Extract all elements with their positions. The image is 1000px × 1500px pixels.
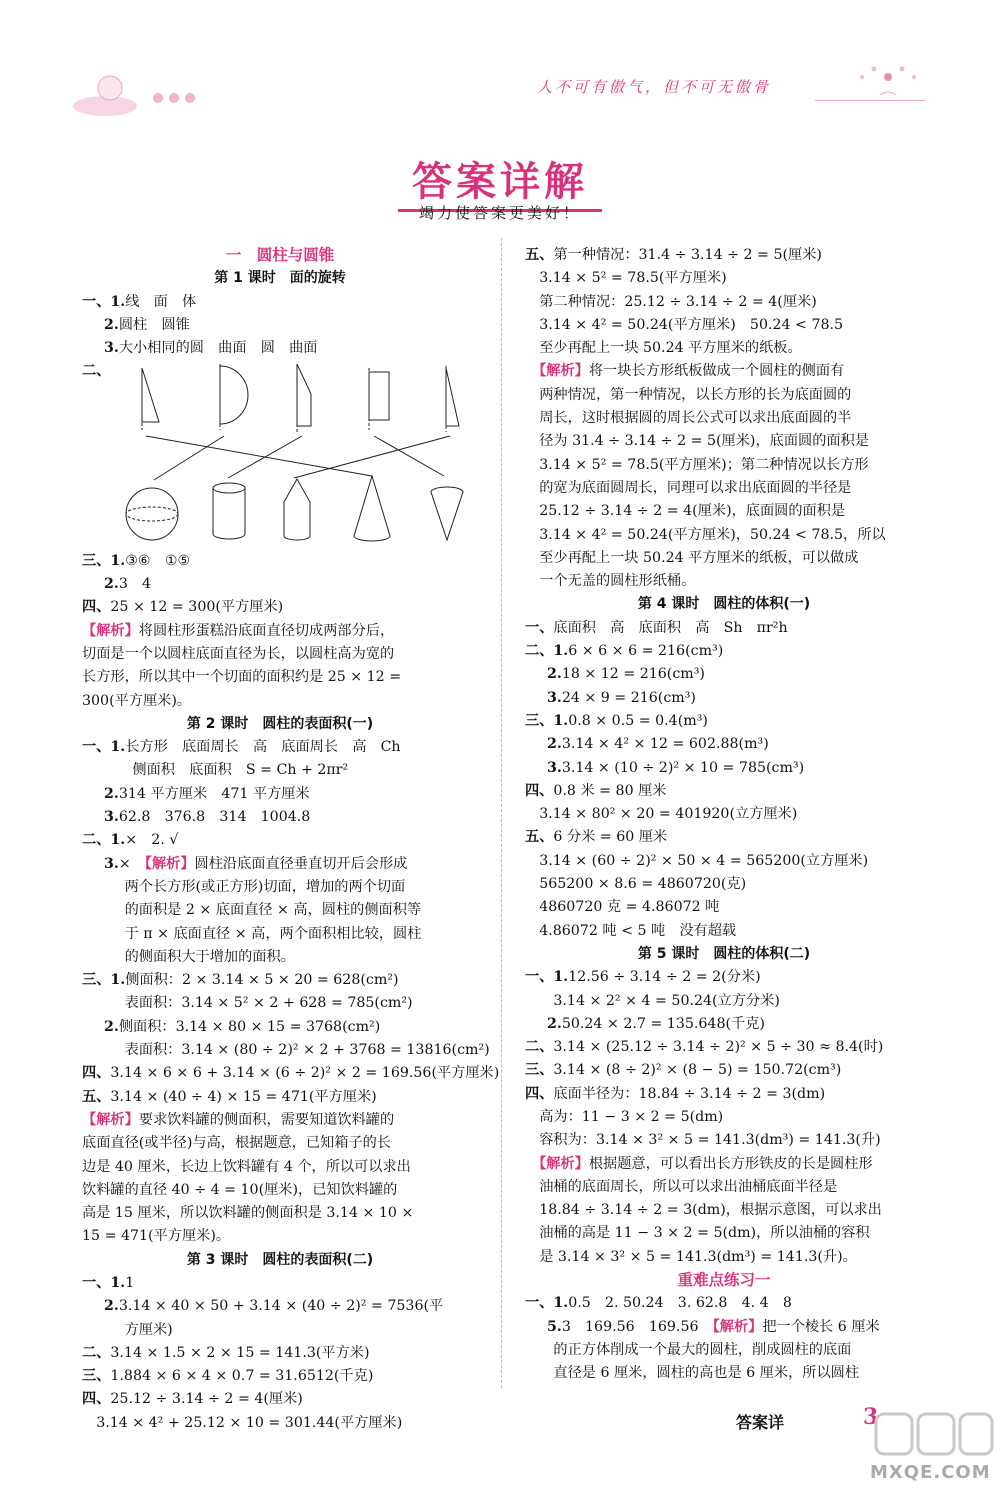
answer-line [82,736,478,759]
answer-line [525,1036,923,1059]
answer-line [82,1225,478,1248]
question-label: 一、 [82,739,111,756]
page-header [0,0,1000,120]
answer-line [525,780,923,803]
answer-line [525,1222,923,1245]
rotating-rectangle-shape [369,372,389,420]
answer-text: 大小相同的圆 曲面 圆 曲面 [118,340,318,357]
answer-line [82,666,478,689]
answer-line [82,1039,490,1062]
answer-text: 1.884 × 6 × 4 × 0.7 = 31.6512(千克) [110,1368,374,1385]
answer-line [525,757,923,780]
answer-line [525,1106,923,1129]
question-number: 5. [547,1318,562,1335]
matching-line [146,436,372,476]
answer-line [525,244,923,267]
answer-text: 3.14 × (25.12 ÷ 3.14 ÷ 2)² × 5 ÷ 30 ≈ 8.4(时) [553,1039,884,1056]
answer-line [525,1292,923,1315]
answer-text: 圆柱 圆锥 [118,316,190,333]
question-number: 2. [104,576,119,593]
figure-area [104,364,478,550]
question-label: 五、 [82,1088,111,1105]
rotating-triangle-shape [142,368,159,422]
answer-text: 1 [125,1274,135,1291]
answer-text: 是 3.14 × 3² × 5 = 141.3(dm³) = 141.3(升)。 [525,1248,857,1265]
matching-line [154,436,224,480]
answer-line [525,1176,923,1199]
answer-line [525,1153,923,1176]
answer-text: 3.14 × 80² × 20 = 401920(立方厘米) [525,806,798,823]
lesson-heading: 第 4 课时 圆柱的体积(一) [637,596,811,613]
question-label: 二、 [82,363,111,380]
answer-text: 25.12 ÷ 3.14 ÷ 2 = 4(厘米) [110,1391,303,1408]
answer-line [82,643,478,666]
answer-text: 3.14 × (8 ÷ 2)² × (8 − 5) = 150.72(cm³) [553,1062,842,1079]
column-divider [501,238,502,1388]
answer-text: 24 × 9 = 216(cm³) [561,689,696,706]
answer-text: 高是 15 厘米，所以饮料罐的侧面积是 3.14 × 10 × [82,1205,414,1222]
analysis-tag: 【解析】 [525,363,589,380]
answer-line [82,314,478,337]
question-label: 二、 [82,1344,111,1361]
answer-line [525,1059,923,1082]
answer-text: 径为 31.4 ÷ 3.14 ÷ 2 = 5(厘米)，底面圆的面积是 [525,433,869,450]
answer-line [525,1362,923,1385]
answer-line [525,1083,923,1106]
question-number: 2. [547,736,562,753]
answer-text: 的正方体削成一个最大的圆柱，削成圆柱的底面 [525,1341,852,1358]
question-label: 三、 [82,552,111,569]
section-heading: 重难点练习一 [677,1271,771,1290]
answer-line [82,1202,478,1225]
answer-text: 3.14 × 4² + 25.12 × 10 = 301.44(平方厘米) [82,1414,403,1431]
answer-line [525,640,923,663]
answer-text: 3.14 × 4² = 50.24(平方厘米) 50.24 < 78.5 [525,316,844,333]
answer-text: 一个无盖的圆柱形纸桶。 [525,573,696,590]
answer-text: 第一种情况：31.4 ÷ 3.14 ÷ 2 = 5(厘米) [553,247,822,263]
answer-text: 3.14 × 1.5 × 2 × 15 = 141.3(平方米) [110,1344,370,1361]
answer-line [82,1016,478,1039]
lesson-heading: 第 3 课时 圆柱的表面积(二) [186,1251,374,1268]
question-label: 三、 [82,972,111,989]
question-label: 一、 [525,1295,554,1312]
answer-line [525,1013,923,1036]
answer-line [82,969,478,992]
answer-line [525,547,923,570]
answer-column-left [82,244,500,1435]
answer-line [525,873,923,896]
answer-line [525,990,923,1013]
answer-text: 3.14 × 4² = 50.24(平方厘米)，50.24 < 78.5，所以 [525,526,886,543]
answer-line [525,1316,923,1339]
answer-line [82,690,478,713]
answer-text: 3 4 [118,576,152,593]
answer-text: 方厘米) [82,1321,173,1338]
answer-text: 切面是一个以圆柱底面直径为长，以圆柱高为宽的 [82,645,395,662]
answer-text: 长方形 底面周长 高 底面周长 高 Ch [125,739,401,756]
answer-text: 3.14 × 2² × 4 = 50.24(立方分米) [525,992,780,1009]
lesson-heading: 第 5 课时 圆柱的体积(二) [637,945,811,962]
question-label: 四、 [525,1085,554,1102]
question-label: 五、 [525,247,554,263]
answer-line [82,291,478,314]
answer-line [82,550,478,573]
answer-text: 300(平方厘米)。 [82,692,192,709]
answer-text: 把一个棱长 6 厘米 [762,1318,880,1335]
answer-text: 565200 × 8.6 = 4860720(克) [525,876,747,893]
question-label: 一、 [525,619,554,636]
watermark-text: MXQE.COM [870,1462,991,1483]
answer-line [82,1062,500,1085]
answer-text: 25 × 12 = 300(平方厘米) [110,599,284,616]
solids-matching-figure [104,364,500,550]
answer-text: 底面积 高 底面积 高 Sh πr²h [553,619,788,636]
answer-text: 直径是 6 厘米，圆柱的高也是 6 厘米，所以圆柱 [525,1365,860,1382]
answer-line [82,1295,478,1318]
answer-line [82,596,478,619]
answer-text: 油桶的底面周长，所以可以求出油桶底面半径是 [525,1178,838,1195]
answer-text: 底面直径(或半径)与高，根据题意，已知箱子的长 [82,1135,392,1152]
page-number: 3 [863,1404,879,1430]
answer-line [525,1199,923,1222]
answer-line [525,1339,923,1362]
answer-line [525,337,923,360]
cylinder-top [213,483,245,493]
answer-text: 表面积：3.14 × (80 ÷ 2)² × 2 + 3768 = 13816(cm²) [82,1042,490,1059]
answer-line [82,1365,478,1388]
question-number: 1. [553,643,569,660]
question-label: 二、 [525,643,554,660]
header-motto: 人不可有傲气，但不可无傲骨 [537,78,772,96]
question-number: 2. [104,1298,119,1315]
answer-line [82,806,478,829]
answer-line [82,759,478,782]
answer-text: 6 × 6 × 6 = 216(cm³) [568,643,724,660]
answer-text: 于 π × 底面直径 × 高，两个面积相比较，圆柱 [82,925,422,942]
answer-text: 侧面积：3.14 × 80 × 15 = 3768(cm²) [118,1018,381,1035]
answer-text: 高为：11 − 3 × 2 = 5(dm) [525,1108,724,1125]
answer-text: 12.56 ÷ 3.14 ÷ 2 = 2(分米) [568,969,761,986]
answer-line [82,1342,478,1365]
rotating-right-triangle-shape [446,368,459,426]
answer-text: 4860720 克 = 4.86072 吨 [525,899,720,916]
analysis-tag: 【解析】 [144,855,195,872]
answer-line [525,733,923,756]
watermark-logo-icon [868,1398,998,1500]
answer-text: 3.14 × 40 × 50 + 3.14 × (40 ÷ 2)² = 7536(平 [118,1298,444,1315]
cylinder-side [213,488,245,539]
answer-line [525,570,923,593]
answer-text: 3.14 × (60 ÷ 2)² × 50 × 4 = 565200(立方厘米) [525,852,869,869]
answer-text: 的侧面积大于增加的面积。 [82,948,295,965]
answer-text: 要求饮料罐的侧面积，需要知道饮料罐的 [138,1111,395,1128]
answer-line [82,1319,478,1342]
answer-text: 18.84 ÷ 3.14 ÷ 2 = 3(dm)，根据示意图，可以求出 [525,1202,882,1219]
sphere-equator [126,507,178,521]
page-title: 答案详解 [398,150,602,212]
answer-text: × 2. √ [125,832,179,849]
answer-text: 将圆柱形蛋糕沿底面直径切成两部分后， [138,622,395,639]
question-label: 一、 [82,1274,111,1291]
sphere-shape [126,488,178,540]
answer-line [82,876,478,899]
question-number: 1. [110,293,126,310]
answer-text: 至少再配上一块 50.24 平方厘米的纸板。 [525,340,802,357]
question-number: 1. [110,1274,126,1291]
answer-text: 3.14 × 6 × 6 + 3.14 × (6 ÷ 2)² × 2 = 169.56(平方厘米) [110,1065,500,1082]
answer-line [82,853,478,876]
answer-line [525,803,923,826]
question-number: 2. [104,785,119,802]
answer-line [525,407,923,430]
answer-text: 0.8 米 = 80 厘米 [553,782,667,799]
answer-line [525,430,923,453]
answer-text: 6 分米 = 60 厘米 [553,829,668,846]
answer-text: 根据题意，可以看出长方形铁皮的长是圆柱形 [588,1155,873,1172]
answer-text: ③⑥ ①⑤ [125,552,191,569]
answer-line [82,337,478,360]
answer-text: 62.8 376.8 314 1004.8 [118,809,311,826]
question-label: 四、 [525,782,554,799]
answer-text: 0.5 2. 50.24 3. 62.8 4. 4 8 [568,1295,792,1312]
answer-line [82,620,478,643]
question-number: 2. [547,1015,562,1032]
answer-text: 至少再配上一块 50.24 平方厘米的纸板，可以做成 [525,549,859,566]
answer-text: 线 面 体 [125,293,197,310]
question-number: 1. [110,552,126,569]
question-label: 四、 [82,1391,111,1408]
rotating-semicircle-shape [220,366,248,424]
lesson-heading: 第 2 课时 圆柱的表面积(一) [186,715,374,732]
answer-text: 3.14 × 5² = 78.5(平方厘米)；第二种情况以长方形 [525,456,869,473]
answer-text: 的面积是 2 × 底面直径 × 高，圆柱的侧面积等 [82,902,422,919]
question-number: 1. [110,832,126,849]
question-label: 二、 [525,1039,554,1056]
analysis-tag: 【解析】 [82,622,139,639]
answer-line [525,1129,923,1152]
question-label: 三、 [525,712,554,729]
answer-text: 3.14 × (40 ÷ 4) × 15 = 471(平方厘米) [110,1088,377,1105]
answer-line [82,829,478,852]
answer-text: 表面积：3.14 × 5² × 2 + 628 = 785(cm²) [82,995,413,1012]
answer-line [525,384,923,407]
cone-cylinder-shape [284,479,310,540]
answer-text: 3.14 × 4² × 12 = 602.88(m³) [561,736,769,753]
question-label: 五、 [525,829,554,846]
answer-line [82,946,478,969]
question-label: 一、 [82,293,111,310]
answer-text: 的宽为底面圆周长，同理可以求出底面圆的半径是 [525,479,852,496]
answer-text: 3.14 × 5² = 78.5(平方厘米) [525,270,727,287]
question-label: 二、 [82,832,111,849]
answer-line [525,617,923,640]
answer-text: 15 = 471(平方厘米)。 [82,1228,231,1245]
answer-line [525,920,923,943]
answer-line [82,1109,478,1132]
answer-text: 饮料罐的直径 40 ÷ 4 = 10(厘米)，已知饮料罐的 [82,1181,398,1198]
question-number: 2. [547,666,562,683]
star-decoration-icon [848,55,928,115]
answer-text: 3 169.56 169.56 [561,1318,713,1335]
answer-line [82,783,478,806]
answer-line [82,923,478,946]
answer-text: 周长，这时根据圆的周长公式可以求出底面圆的半 [525,410,852,427]
answer-text: 3.14 × (10 ÷ 2)² × 10 = 785(cm³) [561,759,805,776]
answer-line [525,500,923,523]
answer-line [525,826,923,849]
question-number: 1. [110,972,126,989]
answer-line [82,1272,478,1295]
question-number: 2. [104,1018,119,1035]
answer-line [82,573,478,596]
question-number: 1. [553,1295,569,1312]
answer-column-right [525,244,923,1386]
answer-line [82,1412,478,1435]
question-label: 三、 [82,1368,111,1385]
answer-line [525,314,923,337]
answer-text: 50.24 × 2.7 = 135.648(千克) [561,1015,765,1032]
answer-line [525,896,923,919]
answer-line [82,1179,478,1202]
analysis-tag: 【解析】 [82,1111,139,1128]
inverted-cone-shape [431,487,463,540]
question-number: 3. [547,689,562,706]
question-label: 三、 [525,1062,554,1079]
answer-line [525,663,923,686]
question-number: 1. [553,712,569,729]
question-number: 1. [553,969,569,986]
answer-line [82,992,478,1015]
answer-line [525,687,923,710]
matching-line [374,436,444,476]
answer-text: 侧面积：2 × 3.14 × 5 × 20 = 628(cm²) [125,972,399,989]
answer-text: 容积为：3.14 × 3² × 5 = 141.3(dm³) = 141.3(升) [525,1132,881,1149]
answer-text: 第二种情况：25.12 ÷ 3.14 ÷ 2 = 4(厘米) [525,293,817,310]
question-number: 3. [104,340,119,357]
answer-line [525,454,923,477]
section-heading: 一 圆柱与圆锥 [225,246,335,264]
answer-text: 将一块长方形纸板做成一个圆柱的侧面有 [588,363,845,380]
answer-text: 4.86072 吨 < 5 吨 没有超载 [525,922,737,939]
cone-shape [354,476,390,541]
answer-text: 侧面积 底面积 S = Ch + 2πr² [104,762,349,779]
answer-line [82,1086,478,1109]
answer-line [525,1246,923,1269]
answer-text: 边是 40 厘米，长边上饮料罐有 4 个，所以可以求出 [82,1158,411,1175]
matching-line [228,436,302,478]
answer-text: 油桶的高是 11 − 3 × 2 = 5(dm)，所以油桶的容积 [525,1225,870,1242]
answer-line [525,291,923,314]
cartoon-decoration-icon [70,70,210,120]
analysis-tag: 【解析】 [712,1318,763,1335]
answer-line [525,477,923,500]
answer-line [525,524,923,547]
question-label: 一、 [525,969,554,986]
answer-line [82,1388,478,1411]
answer-line [82,1156,478,1179]
question-label: 四、 [82,1065,111,1082]
answer-text: 两种情况，第一种情况，以长方形的长为底面圆的 [525,386,852,403]
answer-line [525,360,923,383]
question-number: 3. [547,759,562,776]
analysis-tag: 【解析】 [525,1155,589,1172]
answer-text: 25.12 ÷ 3.14 ÷ 2 = 4(厘米)，底面圆的面积是 [525,503,846,520]
answer-text: 圆柱沿底面直径垂直切开后会形成 [194,855,408,872]
answer-text: 18 × 12 = 216(cm³) [561,666,705,683]
answer-text: 0.8 × 0.5 = 0.4(m³) [568,712,708,729]
question-number: 3. [104,809,119,826]
matching-line [294,436,450,478]
answer-text: × [118,855,145,872]
answer-line [525,850,923,873]
answer-text: 底面半径为：18.84 ÷ 3.14 ÷ 2 = 3(dm) [553,1085,826,1102]
answer-line [82,899,478,922]
question-number: 1. [110,739,126,756]
lesson-heading: 第 1 课时 面的旋转 [214,270,346,287]
question-number: 3. [104,855,119,872]
rotating-trapezoid-shape [297,364,311,426]
answer-text: 314 平方厘米 471 平方厘米 [118,785,310,802]
answer-line [525,267,923,290]
footer-label: 答案详 [736,1413,785,1432]
page-subtitle: 竭力使答案更美好！ [418,204,581,222]
answer-line [82,1132,478,1155]
answer-line [525,710,923,733]
question-label: 四、 [82,599,111,616]
answer-text: 长方形，所以其中一个切面的面积约是 25 × 12 = [82,669,402,686]
answer-text: 两个长方形(或正方形)切面，增加的两个切面 [82,878,406,895]
question-number: 2. [104,316,119,333]
answer-line [525,966,923,989]
